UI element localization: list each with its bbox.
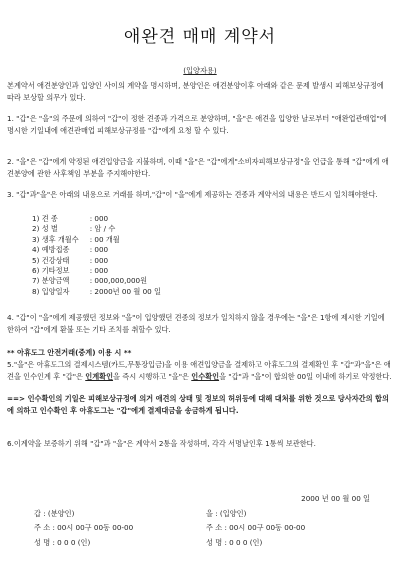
item-value: : 000 (89, 255, 109, 265)
item-label: 예방접종 (41, 245, 70, 255)
item-value: : 000 (89, 214, 109, 223)
item-row (32, 266, 161, 276)
item-row (32, 214, 161, 224)
item-label: 분양금액 (41, 276, 70, 286)
clause-5: 5."을"은 아휴도그의 결제시스템(카드,무통장입금)을 이용 애견입양금을 결제하고 아휴도그의 결제확인 후 "갑"과"을"은 애견을 인수인계 후 "갑"은 인계확인을 즉시 시행하고 "을"은 인수확인을 "갑"과 "을"이 합의한 00일 이내에 하기로 약정한다. (7, 360, 392, 381)
item-list (32, 214, 161, 297)
item-number: 8) (32, 286, 40, 296)
item-value: : 000 (89, 245, 109, 255)
item-number: 5) (32, 255, 40, 265)
item-number: 2) (32, 224, 40, 234)
item-number: 7) (32, 276, 40, 286)
item-row (32, 276, 161, 286)
receipt-confirm-term: 인수확인 (191, 371, 220, 381)
item-number: 1) (32, 214, 40, 223)
signature-row-name (34, 537, 262, 549)
item-label: 건강상태 (41, 255, 70, 265)
clause-4: 4. "갑"이 "을"에게 제공했던 정보와 "을"이 입양했던 견종의 정보가 일치하지 않을 경우에는 "을"은 1항에 제시한 기일에 한하여 "갑"에게 환불 또는 기타 조치를 취할수 있다. (7, 313, 385, 334)
clause-6: 6.이계약을 보증하기 위해 "갑"과 "을"은 계약서 2통을 작성하며, 각각 서명날인후 1통씩 보관한다. (7, 439, 316, 448)
seller-name: 성 명 : 0 0 0 (인) (34, 538, 91, 547)
seller-label: 갑 : (분양인) (34, 509, 75, 518)
item-number: 4) (32, 245, 40, 255)
item-value: : 00 개월 (89, 234, 120, 244)
item-value: : 암 / 수 (89, 224, 116, 234)
seller-address: 주 소 : 00시 00구 00동 00-00 (34, 523, 134, 532)
item-number: 6) (32, 266, 40, 276)
handover-confirm-term: 인계확인 (85, 371, 114, 381)
contract-date: 2000 년 00 월 00 일 (301, 494, 370, 503)
safe-trade-heading: ** 아휴도그 안전거래(중계) 이용 시 ** (7, 348, 132, 357)
buyer-label: 을 : (입양인) (206, 509, 247, 518)
buyer-name: 성 명 : 0 0 0 (인) (206, 538, 263, 547)
item-label: 견 종 (41, 214, 58, 223)
item-row (32, 245, 161, 255)
item-value: : 2000년 00 월 00 일 (89, 286, 161, 296)
clause-1: 1. "갑"은 "을"의 주문에 의하여 "갑"이 정한 견종과 가격으로 분양하며, "을"은 애견을 입양한 날로부터 "애완업관매업"에 명시한 기일내에 애견관매업 피해보상규정를 "갑"에게 요청 할 수 있다. (7, 114, 387, 135)
clause-2: 2. "을"은 "갑"에게 약정된 애견입양금을 지불하며, 이때 "을"은 "갑"에게"소비자피해보상규정"을 언급을 통해 "갑"에게 애견분양에 관한 사후책임 부분을 주지해야한다. (7, 157, 389, 178)
intro-paragraph: 본계약서 애견분양인과 입양인 사이의 계약을 명시하며, 분양인은 애견분양이후 아래와 같은 문제 발생시 피해보상규정에 따라 보상할 의무가 있다. (7, 81, 384, 102)
document-subtitle: (입양자용) (183, 66, 217, 75)
item-label: 입양일자 (41, 286, 70, 296)
item-label: 생후 개월수 (41, 234, 79, 244)
clause-3: 3. "갑"과"을"은 아래의 내용으로 거래를 하며,"갑"이 "을"에게 제공하는 견종과 계약서의 내용은 반드시 일치해야한다. (7, 190, 378, 199)
signature-row-parties (34, 508, 246, 520)
item-row (32, 235, 161, 245)
item-value: : 000,000,000원 (89, 276, 148, 286)
item-row (32, 287, 161, 297)
item-number: 3) (32, 234, 40, 244)
clause-5-note: ==> 인수확인의 기일은 피해보상규정에 의거 애견의 상태 및 정보의 허위등에 대해 대처를 위한 것으로 당사자간의 합의에 의하고 인수확인 후 아휴도그는 "갑"에게 결제대금을 송금하게 됩니다. (7, 394, 389, 415)
buyer-address: 주 소 : 00시 00구 00동 00-00 (206, 523, 306, 532)
signature-row-address (34, 522, 305, 534)
document-title: 애완견 매매 계약서 (123, 27, 277, 47)
item-row (32, 256, 161, 266)
item-label: 기타정보 (41, 266, 70, 276)
item-value: : 000 (89, 266, 109, 276)
item-label: 성 별 (41, 224, 58, 234)
item-row (32, 224, 161, 234)
